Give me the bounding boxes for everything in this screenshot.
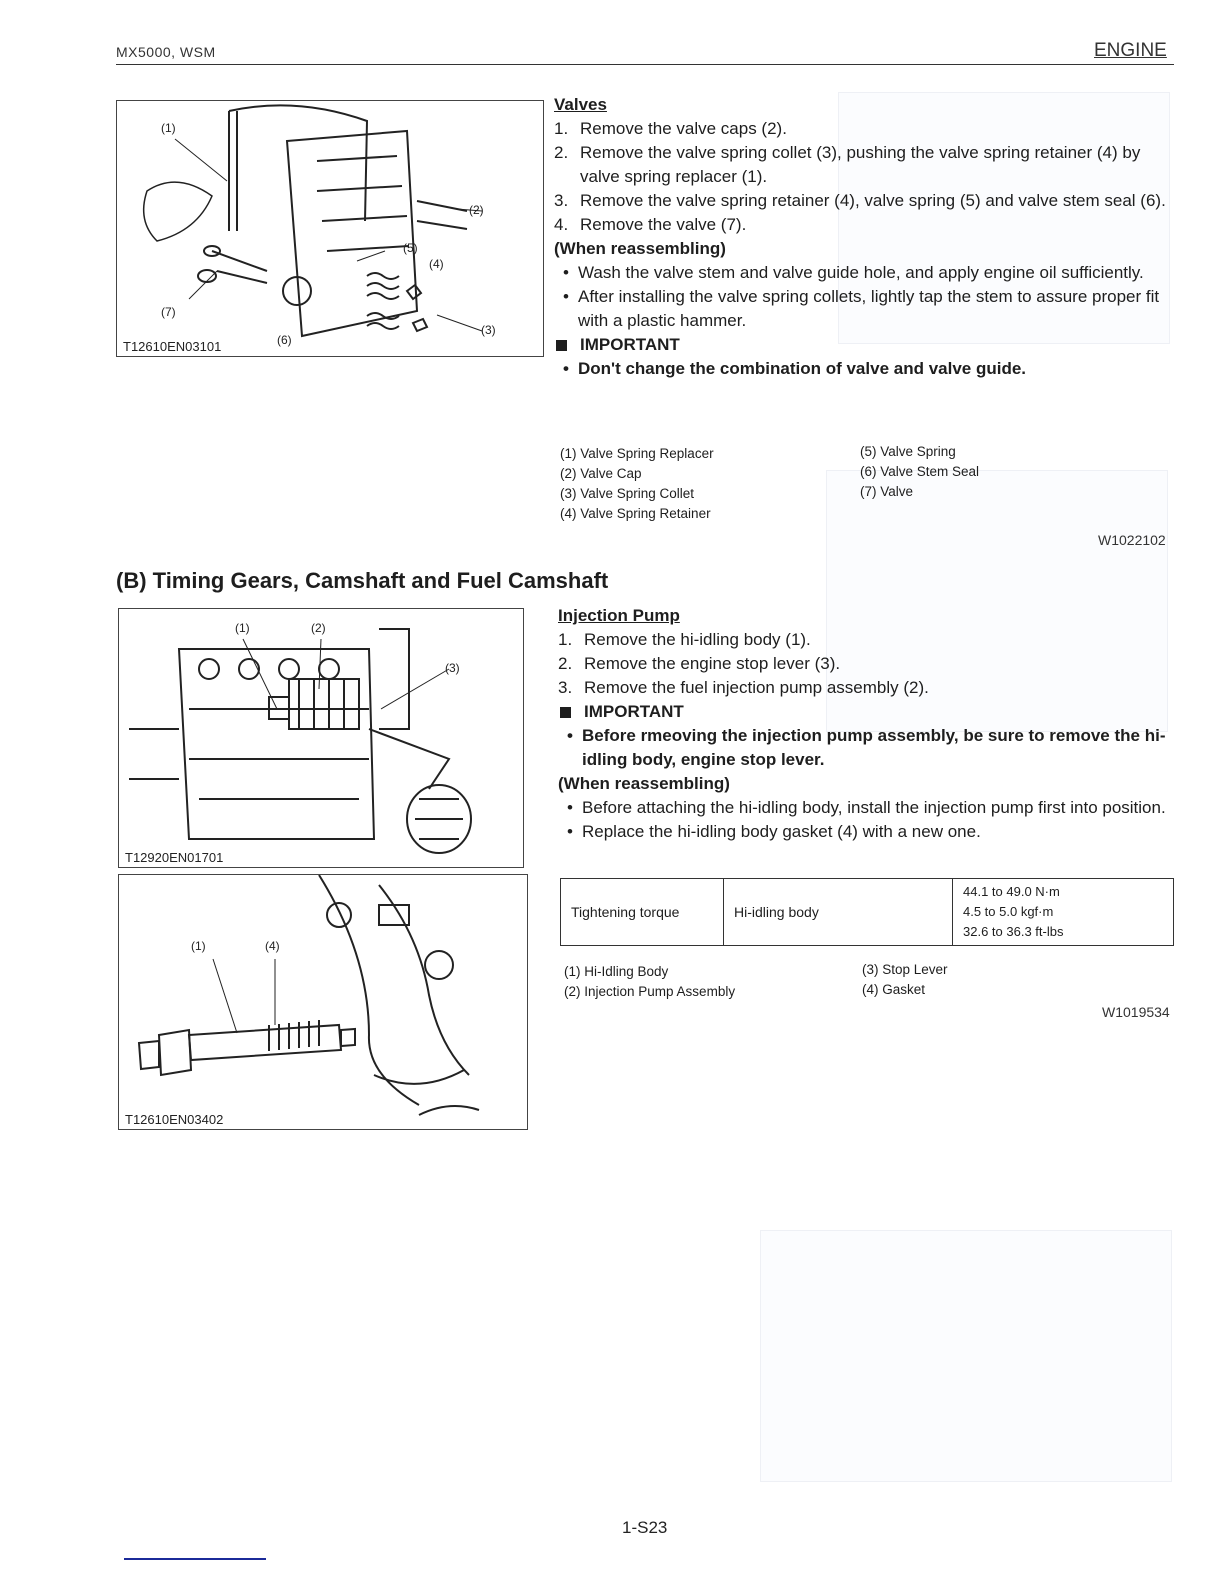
important-heading	[554, 333, 1174, 357]
injection-pump-illustration	[119, 609, 523, 867]
step-number: 1.	[554, 119, 569, 138]
section-b-title: (B) Timing Gears, Camshaft and Fuel Camshaft	[116, 568, 609, 593]
chapter-title: ENGINE	[1094, 40, 1167, 61]
step-number: 2.	[554, 143, 569, 162]
step-number: 3.	[554, 191, 569, 210]
valves-legend-left	[560, 444, 714, 524]
callout-7: (7)	[161, 305, 176, 319]
injection-pump-title: Injection Pump	[558, 606, 680, 625]
bullet-text: Replace the hi-idling body gasket (4) with a new one.	[582, 822, 981, 841]
figure-caption: T12920EN01701	[125, 850, 224, 865]
reassembling-bullet: • Before attaching the hi-idling body, install the injection pump first into position.	[558, 796, 1178, 820]
callout-1: (1)	[161, 121, 176, 135]
important-label: IMPORTANT	[584, 702, 684, 721]
step-number: 4.	[554, 215, 569, 234]
hi-idling-body-illustration	[119, 875, 527, 1129]
step-text: Remove the fuel injection pump assembly (2).	[584, 678, 929, 697]
callout-3: (3)	[481, 323, 496, 337]
valves-step	[554, 189, 1174, 213]
valves-title: Valves	[554, 95, 607, 114]
injection-step	[558, 676, 1178, 700]
bullet-text: Before attaching the hi-idling body, install the injection pump first into position.	[582, 798, 1166, 817]
legend-item: (2) Injection Pump Assembly	[564, 984, 736, 999]
figure-caption: T12610EN03101	[123, 339, 222, 354]
header-rule	[116, 64, 1174, 65]
injection-legend-right	[862, 960, 948, 1000]
injection-pump-figure	[118, 608, 524, 868]
step-number: 2.	[558, 654, 573, 673]
valves-step	[554, 213, 1174, 237]
valves-section	[554, 93, 1174, 381]
callout-2: (2)	[311, 621, 326, 635]
bullet-text: Don't change the combination of valve and valve guide.	[578, 359, 1027, 378]
callout-4: (4)	[265, 939, 280, 953]
important-bullet: • Don't change the combination of valve and valve guide.	[554, 357, 1174, 381]
page-number: 1-S23	[622, 1518, 668, 1537]
step-text: Remove the engine stop lever (3).	[584, 654, 841, 673]
torque-label-cell: Tightening torque	[561, 879, 724, 946]
callout-1: (1)	[235, 621, 250, 635]
legend-item: (3) Valve Spring Collet	[560, 486, 695, 501]
callout-1: (1)	[191, 939, 206, 953]
torque-item-cell: Hi-idling body	[724, 879, 953, 946]
injection-legend-left	[564, 962, 735, 1002]
square-bullet-icon	[560, 707, 571, 718]
reassembling-bullet: • Wash the valve stem and valve guide hole, and apply engine oil sufficiently.	[554, 261, 1174, 285]
important-heading	[558, 700, 1178, 724]
legend-item: (6) Valve Stem Seal	[860, 464, 980, 479]
bullet-text: Wash the valve stem and valve guide hole, and apply engine oil sufficiently.	[578, 263, 1144, 282]
reassembling-heading: (When reassembling)	[558, 774, 730, 793]
injection-step	[558, 628, 1178, 652]
legend-item: (7) Valve	[860, 484, 914, 499]
reassembling-bullet: • After installing the valve spring collets, lightly tap the stem to assure proper fit with a plastic hammer.	[554, 285, 1174, 333]
legend-item: (1) Valve Spring Replacer	[560, 446, 714, 461]
valves-step	[554, 141, 1174, 189]
valves-legend-right	[860, 442, 979, 502]
step-number: 3.	[558, 678, 573, 697]
torque-value: 4.5 to 5.0 kgf·m	[963, 904, 1054, 919]
hi-idling-body-figure	[118, 874, 528, 1130]
valve-removal-illustration	[117, 101, 543, 356]
valves-reference-code: W1022102	[1098, 532, 1166, 548]
valves-step	[554, 117, 1174, 141]
step-text: Remove the hi-idling body (1).	[584, 630, 811, 649]
legend-item: (4) Valve Spring Retainer	[560, 506, 711, 521]
torque-value: 44.1 to 49.0 N·m	[963, 884, 1060, 899]
square-bullet-icon	[556, 340, 567, 351]
legend-item: (3) Stop Lever	[862, 962, 948, 977]
bleed-through-frame-lower	[760, 1230, 1172, 1482]
legend-item: (5) Valve Spring	[860, 444, 956, 459]
manual-title: MX5000, WSM	[116, 44, 216, 60]
bullet-text: Before rmeoving the injection pump assembly, be sure to remove the hi-idling body, engine stop lever.	[582, 726, 1166, 769]
tightening-torque-table	[560, 878, 1174, 946]
table-row	[561, 879, 1174, 946]
reassembling-bullet: • Replace the hi-idling body gasket (4) with a new one.	[558, 820, 1178, 844]
legend-item: (1) Hi-Idling Body	[564, 964, 669, 979]
important-bullet: • Before rmeoving the injection pump assembly, be sure to remove the hi-idling body, engine stop lever.	[558, 724, 1178, 772]
footer-rule	[124, 1558, 266, 1560]
step-text: Remove the valve caps (2).	[580, 119, 787, 138]
callout-3: (3)	[445, 661, 460, 675]
bullet-text: After installing the valve spring collets, lightly tap the stem to assure proper fit with a plastic hammer.	[578, 287, 1160, 330]
torque-values-cell	[953, 879, 1174, 946]
callout-4: (4)	[429, 257, 444, 271]
important-label: IMPORTANT	[580, 335, 680, 354]
callout-6: (6)	[277, 333, 292, 347]
torque-value: 32.6 to 36.3 ft-lbs	[963, 924, 1064, 939]
step-text: Remove the valve spring collet (3), pushing the valve spring retainer (4) by valve spring replacer (1).	[580, 143, 1141, 186]
reassembling-heading: (When reassembling)	[554, 239, 726, 258]
injection-pump-section	[558, 604, 1178, 844]
step-text: Remove the valve spring retainer (4), valve spring (5) and valve stem seal (6).	[580, 191, 1166, 210]
figure-caption: T12610EN03402	[125, 1112, 224, 1127]
callout-5: (5)	[403, 241, 418, 255]
valve-removal-figure	[116, 100, 544, 357]
callout-2: (2)	[469, 203, 484, 217]
legend-item: (2) Valve Cap	[560, 466, 642, 481]
injection-reference-code: W1019534	[1102, 1004, 1170, 1020]
step-number: 1.	[558, 630, 573, 649]
legend-item: (4) Gasket	[862, 982, 926, 997]
step-text: Remove the valve (7).	[580, 215, 747, 234]
injection-step	[558, 652, 1178, 676]
